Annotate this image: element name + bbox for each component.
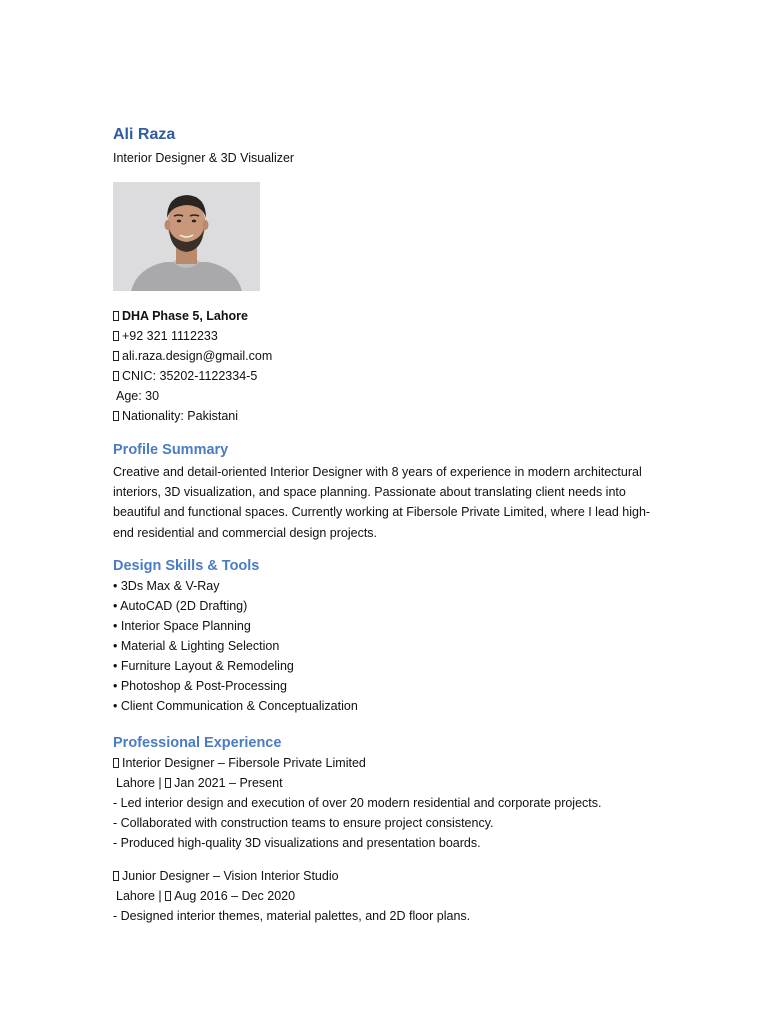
job-bullet: - Produced high-quality 3D visualizations and presentation boards. [113, 836, 481, 850]
job-meta [113, 773, 673, 793]
contact-phone [113, 326, 673, 346]
job-role [113, 753, 673, 773]
contact-cnic [113, 366, 673, 386]
cnic-text: CNIC: 35202-1122334-5 [122, 369, 258, 383]
profile-summary-section [113, 440, 673, 543]
contact-age [113, 386, 673, 406]
skill-item: • Interior Space Planning [113, 619, 251, 633]
candidate-name: Ali Raza [113, 126, 176, 143]
job-entry [113, 753, 673, 853]
contact-nationality [113, 406, 673, 426]
job-entry [113, 866, 673, 926]
job-meta [113, 886, 673, 906]
job-bullet: - Collaborated with construction teams to ensure project consistency. [113, 816, 494, 830]
job-dates: Aug 2016 – Dec 2020 [174, 889, 296, 903]
email-text: ali.raza.design@gmail.com [122, 349, 273, 363]
skill-item: • Client Communication & Conceptualization [113, 699, 358, 713]
id-card-icon [113, 371, 119, 381]
resume-page [113, 0, 673, 1024]
calendar-icon [165, 778, 171, 788]
skills-section [113, 556, 673, 716]
location-icon [113, 311, 119, 321]
contact-block [113, 306, 673, 426]
nationality-text: Nationality: Pakistani [122, 409, 239, 423]
calendar-icon [165, 891, 171, 901]
candidate-title: Interior Designer & 3D Visualizer [113, 151, 295, 165]
profile-summary-heading: Profile Summary [113, 442, 229, 458]
briefcase-icon [113, 758, 119, 768]
profile-photo [113, 182, 260, 291]
phone-icon [113, 331, 119, 341]
flag-icon [113, 411, 119, 421]
skills-heading: Design Skills & Tools [113, 558, 260, 574]
profile-photo-image [113, 182, 260, 291]
address-text: DHA Phase 5, Lahore [122, 309, 248, 323]
contact-email [113, 346, 673, 366]
contact-address [113, 306, 673, 326]
skill-item: • Material & Lighting Selection [113, 639, 280, 653]
skill-item: • Photoshop & Post-Processing [113, 679, 287, 693]
job-location: Lahore | [116, 776, 162, 790]
job-location: Lahore | [116, 889, 162, 903]
skill-item: • 3Ds Max & V-Ray [113, 579, 220, 593]
job-bullet: - Designed interior themes, material palettes, and 2D floor plans. [113, 909, 471, 923]
skill-item: • AutoCAD (2D Drafting) [113, 599, 248, 613]
job-dates: Jan 2021 – Present [174, 776, 283, 790]
job-role-text: Interior Designer – Fibersole Private Limited [122, 756, 366, 770]
job-role-text: Junior Designer – Vision Interior Studio [122, 869, 339, 883]
age-text: Age: 30 [116, 389, 160, 403]
job-bullet: - Led interior design and execution of over 20 modern residential and corporate projects. [113, 796, 602, 810]
experience-heading: Professional Experience [113, 735, 282, 751]
email-icon [113, 351, 119, 361]
phone-text: +92 321 1112233 [122, 329, 218, 343]
experience-section [113, 733, 673, 926]
job-role [113, 866, 673, 886]
briefcase-icon [113, 871, 119, 881]
profile-summary-text: Creative and detail-oriented Interior Designer with 8 years of experience in modern architectural interiors, 3D visualization, and space planning. Passionate about translating client needs into beautiful and functional spaces. Currently working at Fibersole Private Limited, where I lead high-end residential and commercial design projects. [113, 465, 651, 540]
skill-item: • Furniture Layout & Remodeling [113, 659, 294, 673]
